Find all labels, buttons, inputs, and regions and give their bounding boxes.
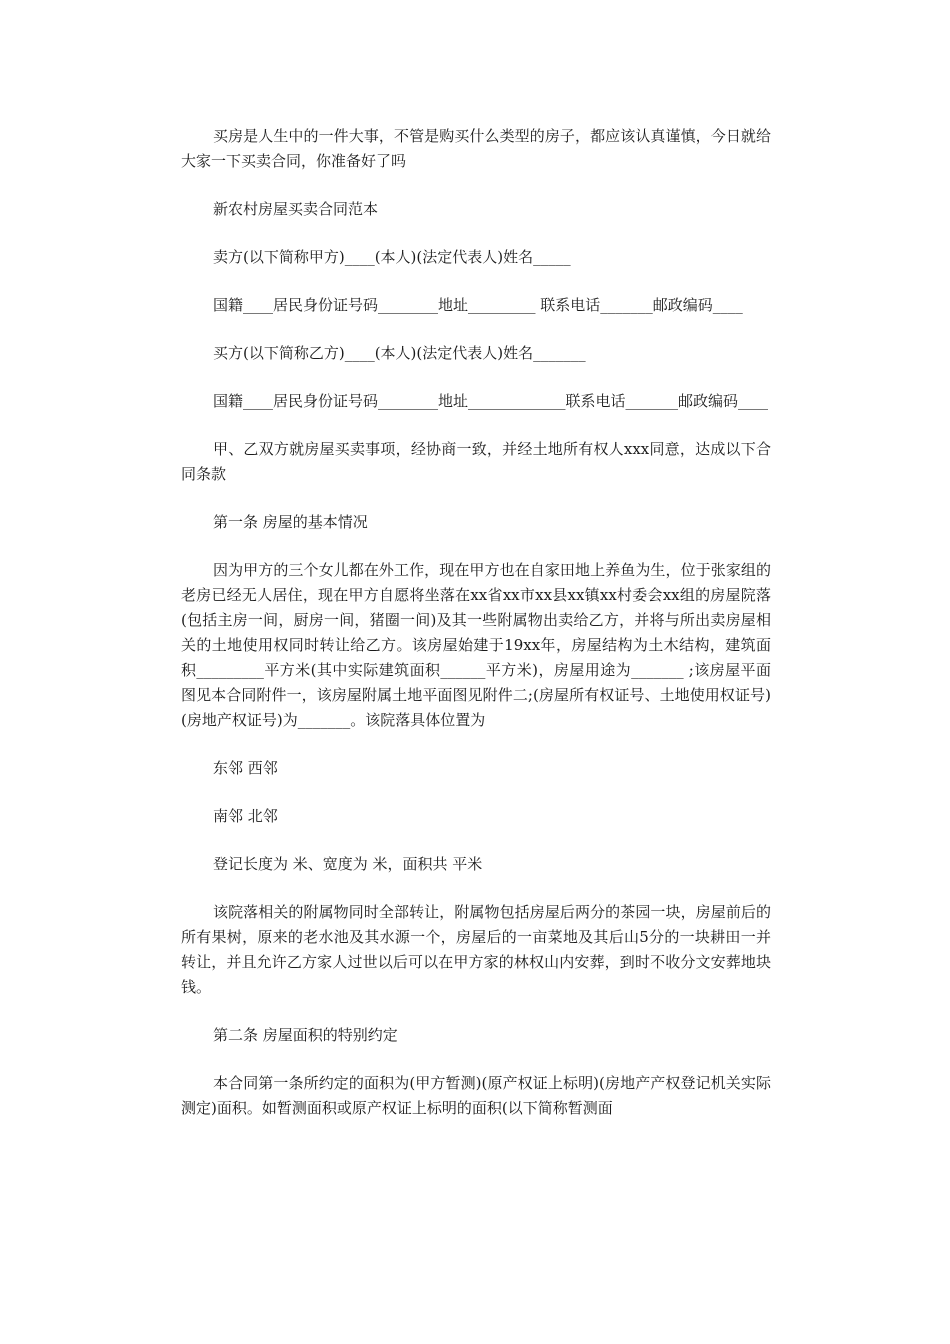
article-2-heading: 第二条 房屋面积的特别约定 <box>213 1026 398 1044</box>
document-title: 新农村房屋买卖合同范本 <box>213 200 379 218</box>
buyer-line: 买方(以下简称乙方)____(本人)(法定代表人)姓名_______ <box>213 344 586 362</box>
agreement-statement: 甲、乙双方就房屋买卖事项，经协商一致，并经土地所有权人xxx同意，达成以下合同条款 <box>181 440 771 483</box>
neighbors-east-west: 东邻 西邻 <box>213 759 278 777</box>
article-1-heading: 第一条 房屋的基本情况 <box>213 513 368 531</box>
intro-paragraph: 买房是人生中的一件大事，不管是购买什么类型的房子，都应该认真谨慎，今日就给大家一下买卖合同，你准备好了吗 <box>181 127 771 170</box>
article-1-body: 因为甲方的三个女儿都在外工作，现在甲方也在自家田地上养鱼为生，位于张家组的老房已经无人居住，现在甲方自愿将坐落在xx省xx市xx县xx镇xx村委会xx组的房屋院落(包括主房一间，厨房一间，猪圈一间)及其一些附属物出卖给乙方，并将与所出卖房屋相关的土地使用权同时转让给乙方。该房屋始建于19xx年，房屋结构为土木结构，建筑面积_________平方米(其中实际建筑面积______平方米)，房屋用途为_______ ;该房屋平面图见本合同附件一，该房屋附属土地平面图见附件二;(房屋所有权证号、土地使用权证号)(房地产权证号)为_______。该院落具体位置为 <box>181 561 771 729</box>
neighbors-south-north: 南邻 北邻 <box>213 807 278 825</box>
seller-line: 卖方(以下简称甲方)____(本人)(法定代表人)姓名_____ <box>213 248 571 266</box>
registered-dimensions: 登记长度为 米、宽度为 米，面积共 平米 <box>213 855 483 873</box>
seller-details: 国籍____居民身份证号码________地址_________ 联系电话_______邮政编码____ <box>213 296 743 314</box>
document-page <box>181 124 771 1144</box>
article-2-body: 本合同第一条所约定的面积为(甲方暂测)(原产权证上标明)(房地产产权登记机关实际测定)面积。如暂测面积或原产权证上标明的面积(以下简称暂测面 <box>181 1074 771 1117</box>
attachments-paragraph: 该院落相关的附属物同时全部转让，附属物包括房屋后两分的茶园一块，房屋前后的所有果树，原来的老水池及其水源一个，房屋后的一亩菜地及其后山5分的一块耕田一并转让，并且允许乙方家人过世以后可以在甲方家的林权山内安葬，到时不收分文安葬地块钱。 <box>181 903 771 996</box>
buyer-details: 国籍____居民身份证号码________地址_____________联系电话_______邮政编码____ <box>213 392 769 410</box>
